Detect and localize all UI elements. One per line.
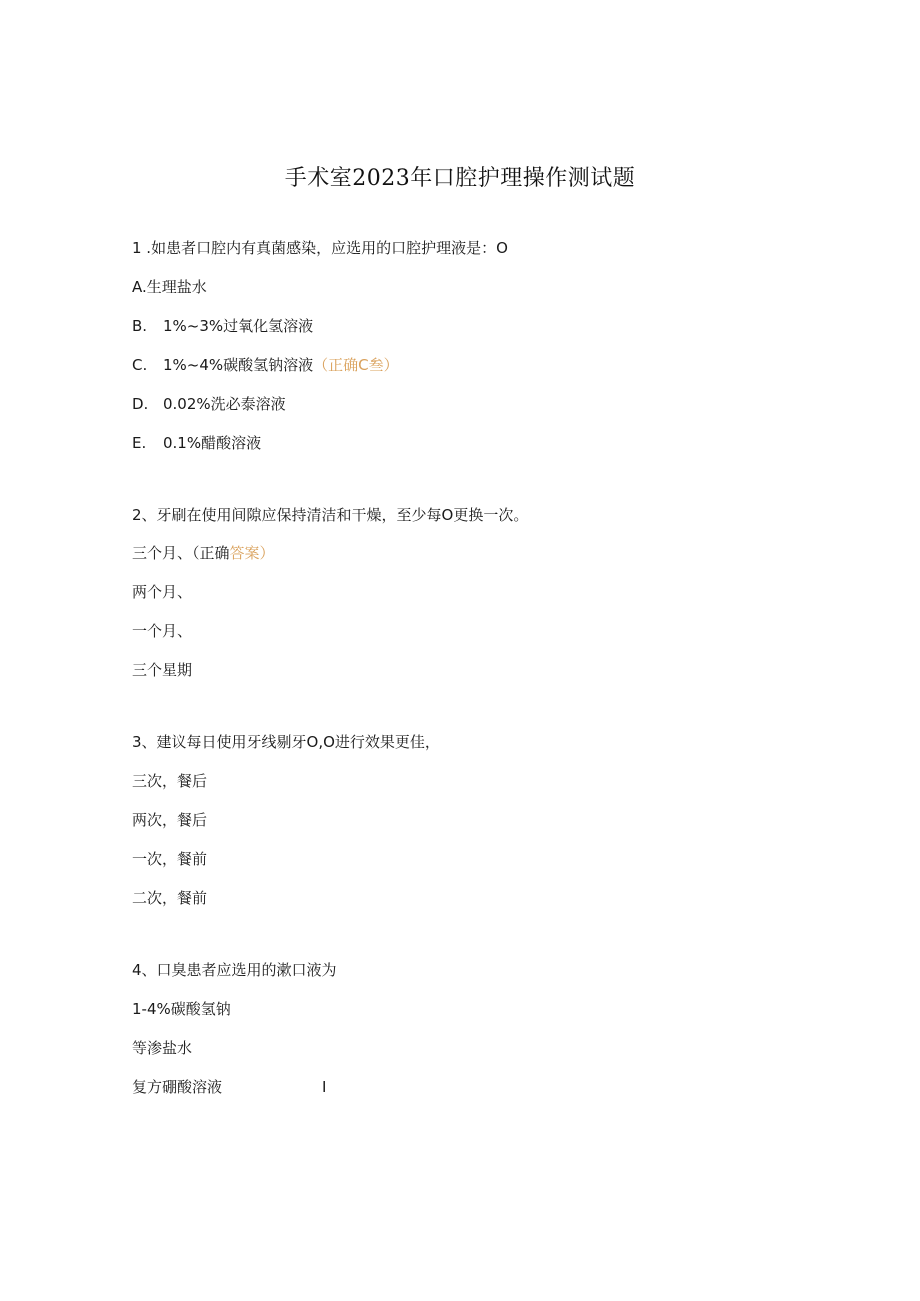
question-1-option-b: [132, 316, 313, 336]
question-3-option-3: 一次，餐前: [132, 850, 208, 868]
question-1-option-c: [132, 355, 399, 375]
question-2-option-4: 三个星期: [132, 661, 193, 679]
page-title: 手术室2023年口腔护理操作测试题: [284, 166, 636, 191]
question-3-stem: 3、建议每日使用牙线剔牙O,O进行效果更佳，: [132, 733, 440, 751]
question-2-stem: 2、牙刷在使用间隙应保持清洁和干燥，至少每O更换一次。: [132, 506, 529, 524]
question-1-option-a: A.生理盐水: [132, 278, 207, 296]
question-3-option-1: 三次，餐后: [132, 772, 208, 790]
question-4-option-3: 复方硼酸溶液: [132, 1078, 223, 1096]
option-letter: B.: [132, 317, 148, 335]
option-letter: C.: [132, 356, 148, 374]
option-letter: D.: [132, 395, 149, 413]
question-4-stem: 4、口臭患者应选用的漱口液为: [132, 961, 337, 979]
question-3-option-2: 两次，餐后: [132, 811, 208, 829]
question-1-option-e: [132, 433, 261, 453]
question-2-option-1: [132, 543, 275, 563]
question-4-option-1: 1-4%碳酸氢钠: [132, 1000, 231, 1018]
question-3-option-4: 二次，餐前: [132, 889, 208, 907]
stray-mark: I: [322, 1078, 327, 1096]
question-2-option-3: 一个月、: [132, 622, 193, 640]
correct-answer-note: 答案）: [229, 544, 275, 562]
question-1-option-d: [132, 394, 286, 414]
option-letter: E.: [132, 434, 147, 452]
option-text: 1%~4%碳酸氢钠溶液: [163, 356, 314, 374]
question-4-option-2: 等渗盐水: [132, 1039, 193, 1057]
question-1-stem: 1 .如患者口腔内有真菌感染，应选用的口腔护理液是：O: [132, 239, 508, 257]
option-text: 1%~3%过氧化氢溶液: [163, 317, 314, 335]
correct-answer-note: （正确C叁）: [313, 356, 399, 374]
option-text: 0.02%洗必泰溶液: [163, 395, 286, 413]
question-2-option-2: 两个月、: [132, 583, 193, 601]
option-text: 三个月、（正确: [132, 544, 230, 562]
option-text: 0.1%醋酸溶液: [163, 434, 262, 452]
